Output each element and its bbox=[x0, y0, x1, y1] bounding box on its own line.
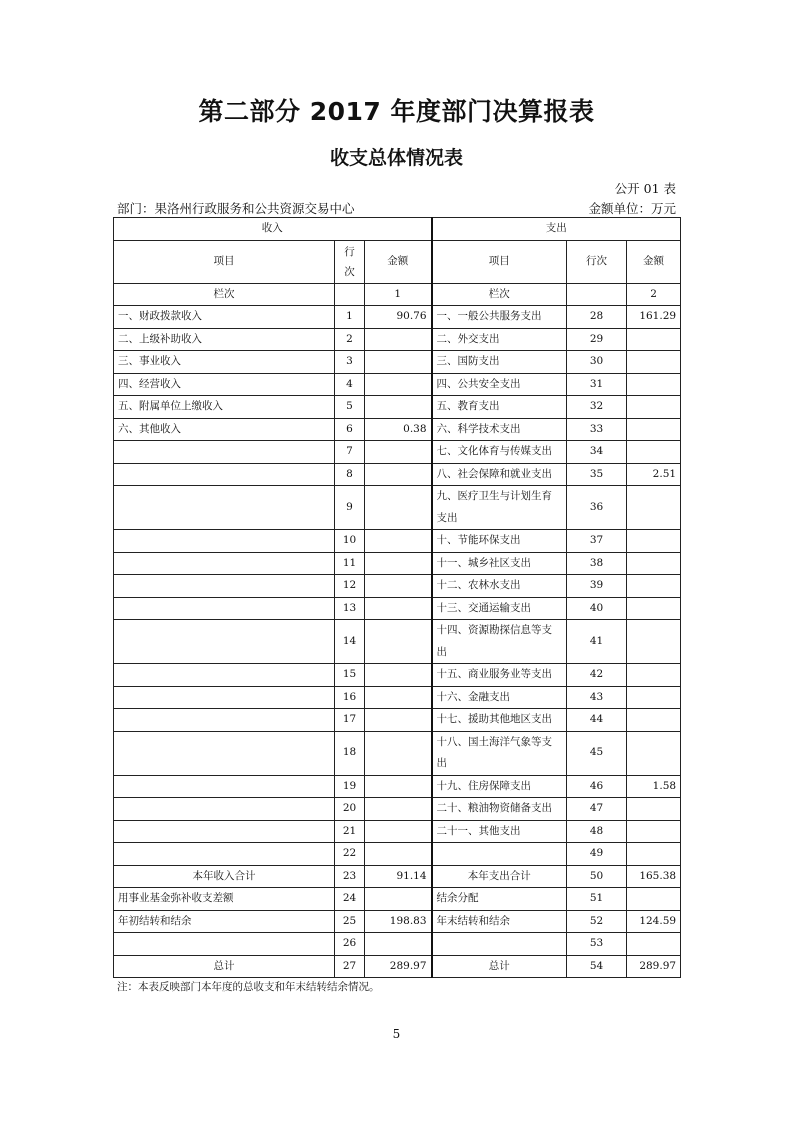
expense-rowno-cell: 49 bbox=[567, 843, 627, 866]
table-row bbox=[114, 775, 681, 798]
income-item-cell: 四、经营收入 bbox=[114, 373, 335, 396]
income-amount-cell: 90.76 bbox=[365, 306, 432, 329]
table-row bbox=[114, 597, 681, 620]
expense-amount-cell bbox=[627, 552, 681, 575]
expense-column-number: 2 bbox=[627, 283, 681, 306]
department-label: 部门：果洛州行政服务和公共资源交易中心 bbox=[117, 201, 355, 216]
table-row bbox=[114, 865, 681, 888]
income-column-number: 1 bbox=[365, 283, 432, 306]
income-item-cell bbox=[114, 620, 335, 664]
table-row bbox=[114, 888, 681, 911]
expense-item-cell: 十五、商业服务业等支出 bbox=[432, 664, 567, 687]
income-amount-cell bbox=[365, 798, 432, 821]
income-amount-cell bbox=[365, 441, 432, 464]
expense-amount-cell bbox=[627, 575, 681, 598]
income-item-cell bbox=[114, 463, 335, 486]
income-item-cell bbox=[114, 441, 335, 464]
expense-rowno-cell: 46 bbox=[567, 775, 627, 798]
income-rowno-cell: 11 bbox=[335, 552, 365, 575]
expense-rowno-cell: 36 bbox=[567, 486, 627, 530]
table-row bbox=[114, 441, 681, 464]
expense-amount-cell bbox=[627, 664, 681, 687]
expense-item-cell: 十三、交通运输支出 bbox=[432, 597, 567, 620]
expense-amount-cell bbox=[627, 441, 681, 464]
expense-amount-cell: 1.58 bbox=[627, 775, 681, 798]
table-row bbox=[114, 798, 681, 821]
income-item-cell bbox=[114, 820, 335, 843]
income-rowno-cell: 9 bbox=[335, 486, 365, 530]
income-rowno-cell: 25 bbox=[335, 910, 365, 933]
income-rowno-cell: 18 bbox=[335, 731, 365, 775]
income-amount-cell: 0.38 bbox=[365, 418, 432, 441]
expense-amount-cell: 161.29 bbox=[627, 306, 681, 329]
expense-amount-cell: 289.97 bbox=[627, 955, 681, 978]
expense-amount-cell bbox=[627, 843, 681, 866]
expense-rowno-cell: 29 bbox=[567, 328, 627, 351]
expense-item-cell: 十四、资源勘探信息等支出 bbox=[432, 620, 567, 664]
income-item-cell bbox=[114, 775, 335, 798]
expense-rowno-cell: 51 bbox=[567, 888, 627, 911]
expense-item-cell bbox=[432, 843, 567, 866]
income-rowno-header: 行次 bbox=[335, 240, 365, 283]
income-rowno-cell: 8 bbox=[335, 463, 365, 486]
income-item-cell bbox=[114, 575, 335, 598]
income-rowno-cell: 6 bbox=[335, 418, 365, 441]
income-amount-header: 金额 bbox=[365, 240, 432, 283]
expense-amount-cell bbox=[627, 418, 681, 441]
expense-amount-cell bbox=[627, 933, 681, 956]
income-item-cell bbox=[114, 486, 335, 530]
income-item-cell bbox=[114, 709, 335, 732]
table-row bbox=[114, 575, 681, 598]
income-item-cell: 本年收入合计 bbox=[114, 865, 335, 888]
income-amount-cell bbox=[365, 933, 432, 956]
expense-amount-cell bbox=[627, 820, 681, 843]
empty-cell bbox=[335, 283, 365, 306]
income-rowno-cell: 20 bbox=[335, 798, 365, 821]
expense-item-cell: 二、外交支出 bbox=[432, 328, 567, 351]
income-item-cell: 用事业基金弥补收支差额 bbox=[114, 888, 335, 911]
expense-amount-cell bbox=[627, 328, 681, 351]
income-amount-cell bbox=[365, 620, 432, 664]
expense-rowno-cell: 48 bbox=[567, 820, 627, 843]
expense-item-cell: 八、社会保障和就业支出 bbox=[432, 463, 567, 486]
table-row bbox=[114, 351, 681, 374]
expense-rowno-cell: 37 bbox=[567, 530, 627, 553]
expense-item-cell: 十八、国土海洋气象等支出 bbox=[432, 731, 567, 775]
expense-amount-cell: 2.51 bbox=[627, 463, 681, 486]
table-row bbox=[114, 820, 681, 843]
expense-header: 支出 bbox=[432, 218, 681, 241]
income-rowno-cell: 1 bbox=[335, 306, 365, 329]
income-amount-cell bbox=[365, 463, 432, 486]
expense-item-cell: 十、节能环保支出 bbox=[432, 530, 567, 553]
income-amount-cell bbox=[365, 552, 432, 575]
expense-rowno-header: 行次 bbox=[567, 240, 627, 283]
income-rowno-cell: 4 bbox=[335, 373, 365, 396]
table-row bbox=[114, 418, 681, 441]
table-row bbox=[114, 306, 681, 329]
expense-rowno-cell: 43 bbox=[567, 686, 627, 709]
table-row bbox=[114, 396, 681, 419]
expense-amount-cell bbox=[627, 709, 681, 732]
income-amount-cell: 91.14 bbox=[365, 865, 432, 888]
income-item-cell bbox=[114, 843, 335, 866]
expense-item-cell bbox=[432, 933, 567, 956]
income-rowno-cell: 24 bbox=[335, 888, 365, 911]
expense-rowno-cell: 47 bbox=[567, 798, 627, 821]
income-item-cell: 一、财政拨款收入 bbox=[114, 306, 335, 329]
expense-rowno-cell: 52 bbox=[567, 910, 627, 933]
table-row bbox=[114, 664, 681, 687]
expense-item-cell: 本年支出合计 bbox=[432, 865, 567, 888]
expense-rowno-cell: 31 bbox=[567, 373, 627, 396]
column-number-row bbox=[114, 283, 681, 306]
income-item-cell bbox=[114, 731, 335, 775]
expense-rowno-cell: 30 bbox=[567, 351, 627, 374]
expense-item-cell: 十九、住房保障支出 bbox=[432, 775, 567, 798]
expense-item-cell: 七、文化体育与传媒支出 bbox=[432, 441, 567, 464]
income-rowno-cell: 7 bbox=[335, 441, 365, 464]
expense-amount-cell: 124.59 bbox=[627, 910, 681, 933]
income-rowno-cell: 27 bbox=[335, 955, 365, 978]
income-amount-cell bbox=[365, 731, 432, 775]
income-amount-cell bbox=[365, 597, 432, 620]
expense-rowno-cell: 33 bbox=[567, 418, 627, 441]
income-item-header: 项目 bbox=[114, 240, 335, 283]
income-item-cell bbox=[114, 933, 335, 956]
table-row bbox=[114, 686, 681, 709]
expense-rowno-cell: 35 bbox=[567, 463, 627, 486]
expense-rowno-cell: 45 bbox=[567, 731, 627, 775]
page-title: 第二部分 2017 年度部门决算报表 bbox=[198, 97, 595, 126]
expense-rowno-cell: 42 bbox=[567, 664, 627, 687]
income-rowno-cell: 14 bbox=[335, 620, 365, 664]
expense-amount-cell bbox=[627, 798, 681, 821]
expense-amount-cell bbox=[627, 396, 681, 419]
expense-item-cell: 总计 bbox=[432, 955, 567, 978]
empty-cell bbox=[567, 283, 627, 306]
income-rowno-cell: 10 bbox=[335, 530, 365, 553]
income-item-cell: 三、事业收入 bbox=[114, 351, 335, 374]
income-amount-cell bbox=[365, 530, 432, 553]
expense-amount-cell bbox=[627, 597, 681, 620]
income-rowno-cell: 26 bbox=[335, 933, 365, 956]
section-header-row bbox=[114, 218, 681, 241]
income-amount-cell bbox=[365, 820, 432, 843]
income-amount-cell bbox=[365, 373, 432, 396]
income-amount-cell bbox=[365, 575, 432, 598]
table-row bbox=[114, 486, 681, 530]
table-row bbox=[114, 731, 681, 775]
expense-rowno-cell: 50 bbox=[567, 865, 627, 888]
expense-item-cell: 九、医疗卫生与计划生育支出 bbox=[432, 486, 567, 530]
expense-item-cell: 五、教育支出 bbox=[432, 396, 567, 419]
expense-amount-cell: 165.38 bbox=[627, 865, 681, 888]
expense-amount-cell bbox=[627, 686, 681, 709]
income-item-cell: 五、附属单位上缴收入 bbox=[114, 396, 335, 419]
income-item-cell bbox=[114, 686, 335, 709]
income-amount-cell bbox=[365, 351, 432, 374]
income-amount-cell bbox=[365, 709, 432, 732]
expense-rowno-cell: 32 bbox=[567, 396, 627, 419]
expense-item-cell: 二十、粮油物资储备支出 bbox=[432, 798, 567, 821]
expense-rowno-cell: 39 bbox=[567, 575, 627, 598]
expense-rowno-cell: 28 bbox=[567, 306, 627, 329]
income-amount-cell bbox=[365, 686, 432, 709]
income-item-cell: 二、上级补助收入 bbox=[114, 328, 335, 351]
income-amount-cell bbox=[365, 328, 432, 351]
income-item-cell bbox=[114, 597, 335, 620]
expense-item-cell: 十一、城乡社区支出 bbox=[432, 552, 567, 575]
table-row bbox=[114, 530, 681, 553]
expense-amount-cell bbox=[627, 351, 681, 374]
income-amount-cell: 198.83 bbox=[365, 910, 432, 933]
expense-item-cell: 十七、援助其他地区支出 bbox=[432, 709, 567, 732]
income-rowno-cell: 16 bbox=[335, 686, 365, 709]
income-rowno-cell: 19 bbox=[335, 775, 365, 798]
expense-rowno-cell: 34 bbox=[567, 441, 627, 464]
expense-amount-cell bbox=[627, 888, 681, 911]
expense-item-header: 项目 bbox=[432, 240, 567, 283]
expense-item-cell: 六、科学技术支出 bbox=[432, 418, 567, 441]
expense-amount-cell bbox=[627, 530, 681, 553]
expense-item-cell: 四、公共安全支出 bbox=[432, 373, 567, 396]
expense-item-cell: 三、国防支出 bbox=[432, 351, 567, 374]
income-amount-cell: 289.97 bbox=[365, 955, 432, 978]
income-rowno-cell: 15 bbox=[335, 664, 365, 687]
income-rowno-cell: 5 bbox=[335, 396, 365, 419]
income-amount-cell bbox=[365, 775, 432, 798]
income-rowno-cell: 17 bbox=[335, 709, 365, 732]
income-rowno-cell: 22 bbox=[335, 843, 365, 866]
income-rowno-cell: 2 bbox=[335, 328, 365, 351]
expense-rowno-cell: 54 bbox=[567, 955, 627, 978]
table-title: 收支总体情况表 bbox=[329, 147, 463, 169]
expense-amount-cell bbox=[627, 731, 681, 775]
income-item-cell bbox=[114, 530, 335, 553]
income-rowno-cell: 12 bbox=[335, 575, 365, 598]
income-amount-cell bbox=[365, 843, 432, 866]
unit-label: 金额单位：万元 bbox=[588, 201, 676, 216]
table-row bbox=[114, 463, 681, 486]
expense-item-cell: 一、一般公共服务支出 bbox=[432, 306, 567, 329]
table-row bbox=[114, 620, 681, 664]
table-row bbox=[114, 552, 681, 575]
page-number: 5 bbox=[392, 1027, 401, 1041]
income-header: 收入 bbox=[114, 218, 432, 241]
income-amount-cell bbox=[365, 396, 432, 419]
table-row bbox=[114, 910, 681, 933]
expense-rowno-cell: 40 bbox=[567, 597, 627, 620]
table-code: 公开 01 表 bbox=[614, 181, 676, 196]
income-amount-cell bbox=[365, 486, 432, 530]
table-row bbox=[114, 843, 681, 866]
expense-item-cell: 十六、金融支出 bbox=[432, 686, 567, 709]
expense-amount-cell bbox=[627, 486, 681, 530]
income-item-cell: 六、其他收入 bbox=[114, 418, 335, 441]
expense-rowno-cell: 41 bbox=[567, 620, 627, 664]
income-item-cell: 总计 bbox=[114, 955, 335, 978]
income-rowno-cell: 13 bbox=[335, 597, 365, 620]
table-row bbox=[114, 373, 681, 396]
income-amount-cell bbox=[365, 664, 432, 687]
expense-amount-cell bbox=[627, 373, 681, 396]
income-column-label: 栏次 bbox=[114, 283, 335, 306]
income-rowno-cell: 21 bbox=[335, 820, 365, 843]
expense-item-cell: 年末结转和结余 bbox=[432, 910, 567, 933]
expense-item-cell: 十二、农林水支出 bbox=[432, 575, 567, 598]
table-row bbox=[114, 955, 681, 978]
expense-rowno-cell: 38 bbox=[567, 552, 627, 575]
income-item-cell bbox=[114, 664, 335, 687]
expense-column-label: 栏次 bbox=[432, 283, 567, 306]
income-rowno-cell: 23 bbox=[335, 865, 365, 888]
column-header-row bbox=[114, 240, 681, 283]
expense-item-cell: 结余分配 bbox=[432, 888, 567, 911]
income-item-cell: 年初结转和结余 bbox=[114, 910, 335, 933]
expense-item-cell: 二十一、其他支出 bbox=[432, 820, 567, 843]
income-item-cell bbox=[114, 798, 335, 821]
income-item-cell bbox=[114, 552, 335, 575]
income-expense-table bbox=[113, 217, 681, 978]
table-row bbox=[114, 328, 681, 351]
table-row bbox=[114, 709, 681, 732]
expense-amount-cell bbox=[627, 620, 681, 664]
income-rowno-cell: 3 bbox=[335, 351, 365, 374]
expense-amount-header: 金额 bbox=[627, 240, 681, 283]
expense-rowno-cell: 53 bbox=[567, 933, 627, 956]
income-amount-cell bbox=[365, 888, 432, 911]
table-note: 注：本表反映部门本年度的总收支和年末结转结余情况。 bbox=[117, 981, 380, 993]
expense-rowno-cell: 44 bbox=[567, 709, 627, 732]
table-row bbox=[114, 933, 681, 956]
